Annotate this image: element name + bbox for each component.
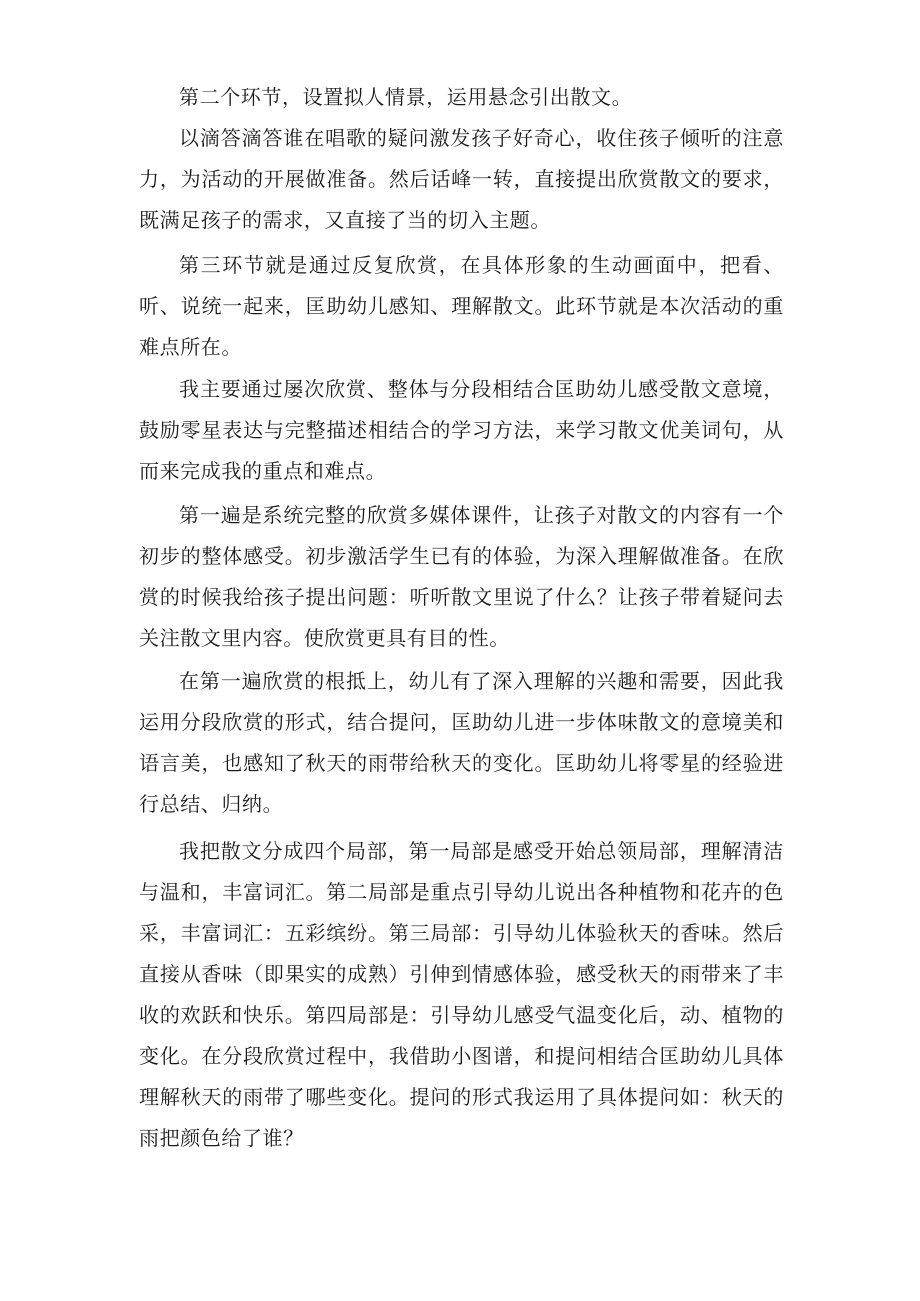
paragraph-section-three: 第三环节就是通过反复欣赏，在具体形象的生动画面中，把看、听、说统一起来，匡助幼儿感知、理解散文。此环节就是本次活动的重难点所在。 bbox=[139, 253, 784, 359]
paragraph-segmented-viewing: 在第一遍欣赏的根抵上，幼儿有了深入理解的兴趣和需要，因此我运用分段欣赏的形式，结合提问，匡助幼儿进一步体味散文的意境美和语言美，也感知了秋天的雨带给秋天的变化。匡助幼儿将零星的经验进行总结、归纳。 bbox=[139, 669, 784, 816]
paragraph-section-two: 第二个环节，设置拟人情景，运用悬念引出散文。 bbox=[179, 85, 633, 109]
paragraph-four-parts: 我把散文分成四个局部，第一局部是感受开始总领局部，理解清洁与温和，丰富词汇。第二局部是重点引导幼儿说出各种植物和花卉的色采，丰富词汇：五彩缤纷。第三局部：引导幼儿体验秋天的香味。然后直接从香味（即果实的成熟）引伸到情感体验，感受秋天的雨带来了丰收的欢跃和快乐。第四局部是：引导幼儿感受气温变化后，动、植物的变化。在分段欣赏过程中，我借助小图谱，和提问相结合匡助幼儿具体理解秋天的雨带了哪些变化。提问的形式我运用了具体提问如：秋天的雨把颜色给了谁？ bbox=[139, 839, 784, 1150]
paragraph-first-viewing: 第一遍是系统完整的欣赏多媒体课件，让孩子对散文的内容有一个初步的整体感受。初步激活学生已有的体验，为深入理解做准备。在欣赏的时候我给孩子提出问题：听听散文里说了什么？让孩子带着疑问去关注散文里内容。使欣赏更具有目的性。 bbox=[139, 503, 784, 650]
paragraph-singing-question: 以滴答滴答谁在唱歌的疑问激发孩子好奇心，收住孩子倾听的注意力，为活动的开展做准备。然后话峰一转，直接提出欣赏散文的要求，既满足孩子的需求，又直接了当的切入主题。 bbox=[139, 126, 784, 232]
paragraph-main-method: 我主要通过屡次欣赏、整体与分段相结合匡助幼儿感受散文意境，鼓励零星表达与完整描述相结合的学习方法，来学习散文优美词句，从而来完成我的重点和难点。 bbox=[139, 377, 784, 483]
